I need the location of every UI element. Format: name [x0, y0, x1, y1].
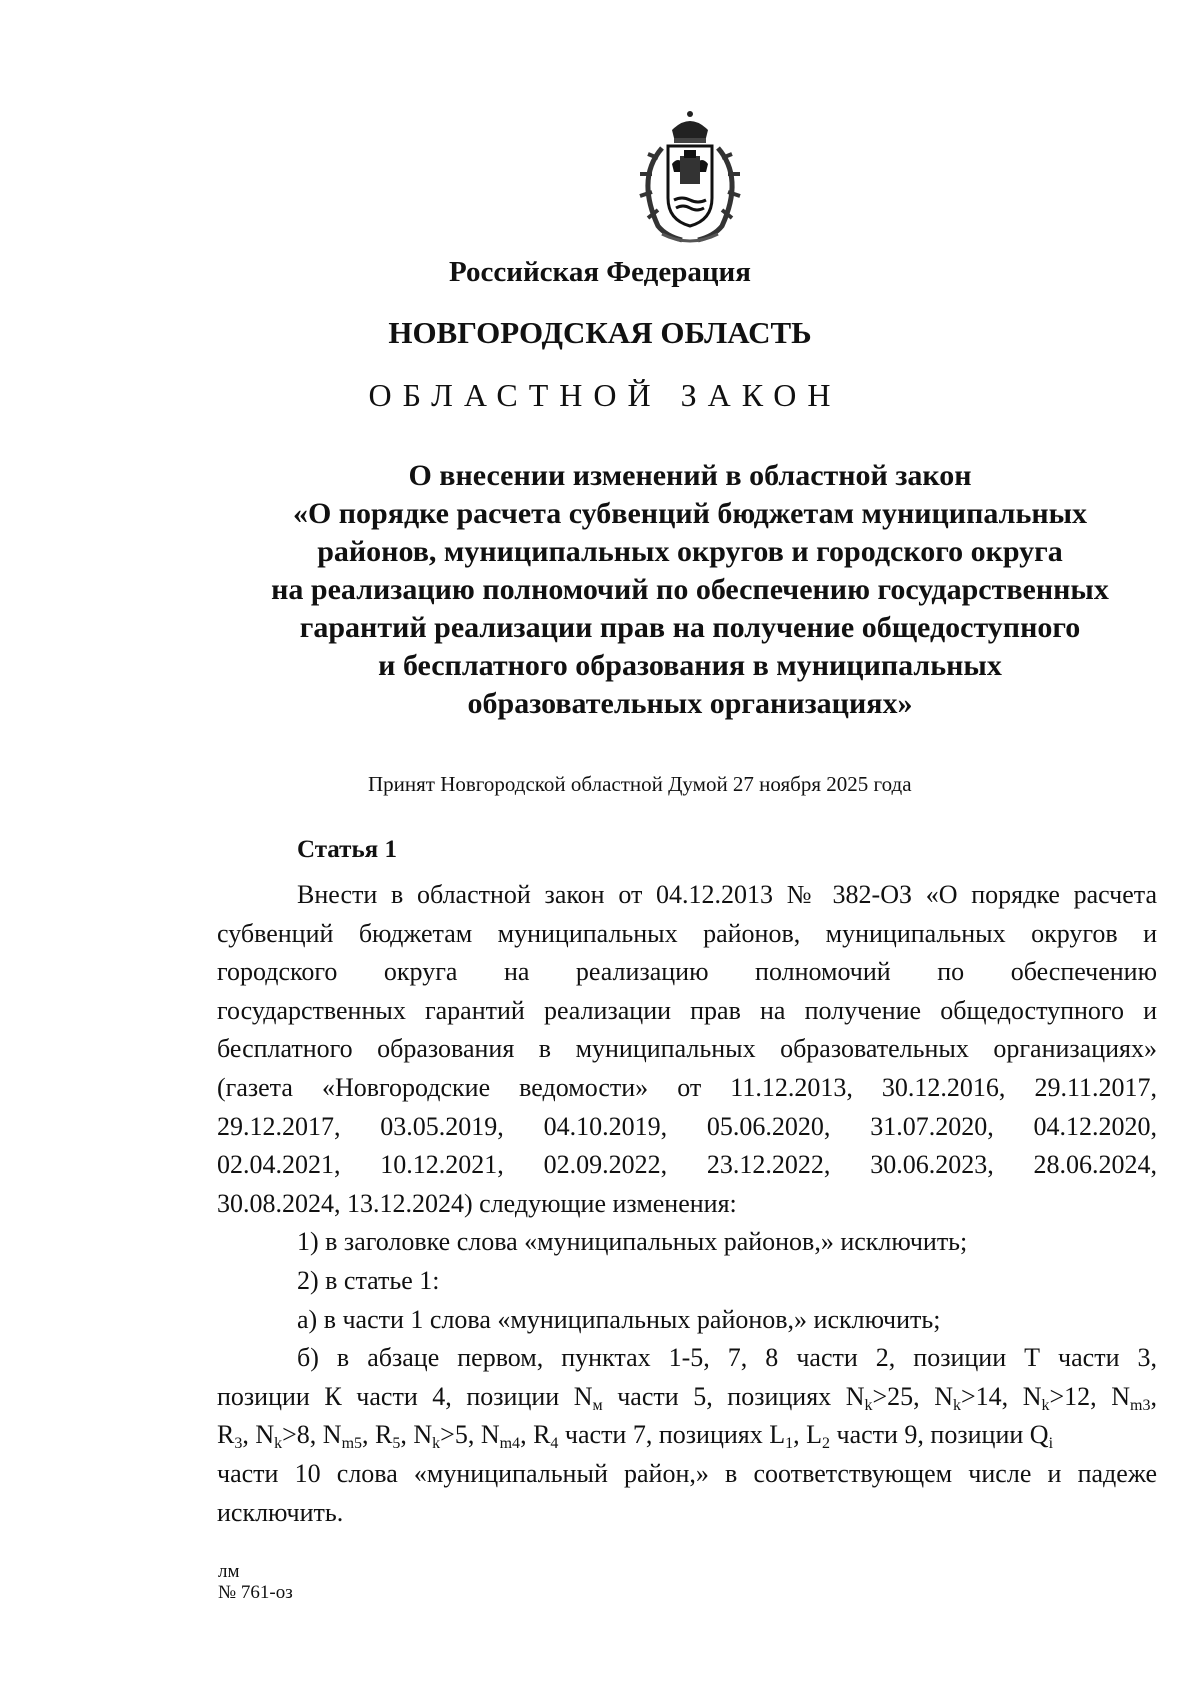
list-item: б) в абзаце первом, пунктах 1-5, 7, 8 части 2, позиции Т части 3,	[297, 1343, 1157, 1373]
body-line: бесплатного образования в муниципальных образовательных организациях»	[217, 1034, 1157, 1064]
body-line-with-subscripts	[217, 1416, 1157, 1455]
title-line: «О порядке расчета субвенций бюджетам муниципальных	[292, 497, 1088, 530]
subscript: 5	[392, 1435, 401, 1453]
article-heading: Статья 1	[297, 836, 397, 863]
subscript: k	[432, 1435, 441, 1453]
region-name: НОВГОРОДСКАЯ ОБЛАСТЬ	[388, 315, 812, 350]
text-run: >14, N	[961, 1381, 1042, 1411]
title-line: районов, муниципальных округов и городского округа	[317, 535, 1063, 568]
law-title	[150, 457, 1200, 723]
subscript: 1	[785, 1435, 794, 1453]
body-line: 02.04.2021, 10.12.2021, 02.09.2022, 23.12.2022, 30.06.2023, 28.06.2024,	[217, 1150, 1157, 1180]
text-run: части 7, позициях L	[558, 1420, 786, 1450]
text-run: , R	[520, 1420, 551, 1450]
text-run: части 5, позициях N	[602, 1381, 865, 1411]
text-run: R	[217, 1420, 235, 1450]
executor-initials: лм	[218, 1561, 240, 1582]
subscript: m4	[499, 1435, 521, 1453]
subscript: k	[953, 1396, 962, 1414]
body-line: государственных гарантий реализации прав на получение общедоступного и	[217, 995, 1157, 1025]
body-line: (газета «Новгородские ведомости» от 11.12.2013, 30.12.2016, 29.11.2017,	[217, 1072, 1157, 1102]
subscript: 2	[822, 1435, 830, 1453]
text-run: , L	[793, 1420, 822, 1450]
title-line: гарантий реализации прав на получение общедоступного	[299, 611, 1081, 644]
text-run: , N	[242, 1420, 275, 1450]
article-body	[217, 876, 1157, 1532]
country-name: Российская Федерация	[449, 256, 751, 288]
subscript: k	[1041, 1396, 1050, 1414]
text-run: позиции К части 4, позиции N	[217, 1381, 593, 1411]
body-line: 30.08.2024, 13.12.2024) следующие изменения:	[217, 1188, 737, 1218]
coat-of-arms-icon	[622, 108, 758, 248]
subscript: m5	[341, 1435, 363, 1453]
text-run: , R	[362, 1420, 393, 1450]
text-run: ,	[1150, 1381, 1157, 1411]
body-line: субвенций бюджетам муниципальных районов, муниципальных округов и	[217, 918, 1157, 948]
title-line: О внесении изменений в областной закон	[408, 459, 972, 492]
subscript: k	[864, 1396, 873, 1414]
body-line: городского округа на реализацию полномочий по обеспечению	[217, 957, 1157, 987]
law-number: № 761-оз	[218, 1582, 293, 1603]
text-run: >12, N	[1049, 1381, 1131, 1411]
text-run: части 9, позиции Q	[830, 1420, 1049, 1450]
subscript: i	[1048, 1435, 1054, 1453]
subscript: m3	[1130, 1396, 1151, 1414]
subscript: м	[592, 1396, 603, 1414]
title-line: на реализацию полномочий по обеспечению государственных	[271, 573, 1109, 606]
adoption-note: Принят Новгородской областной Думой 27 ноября 2025 года	[368, 772, 912, 796]
body-line: части 10 слова «муниципальный район,» в соответствующем числе и падеже	[217, 1458, 1157, 1488]
text-run: >25, N	[872, 1381, 954, 1411]
body-line: исключить.	[217, 1497, 344, 1527]
body-line: 29.12.2017, 03.05.2019, 04.10.2019, 05.06.2020, 31.07.2020, 04.12.2020,	[217, 1111, 1157, 1141]
title-line: и бесплатного образования в муниципальных	[378, 649, 1002, 682]
text-run: , N	[400, 1420, 433, 1450]
text-run: >5, N	[440, 1420, 500, 1450]
subscript: 4	[550, 1435, 559, 1453]
subscript: 3	[234, 1435, 243, 1453]
list-item: 1) в заголовке слова «муниципальных районов,» исключить;	[297, 1227, 968, 1257]
document-type: ОБЛАСТНОЙ ЗАКОН	[368, 377, 842, 413]
title-line: образовательных организациях»	[467, 687, 913, 720]
body-line: Внести в областной закон от 04.12.2013 № 382-ОЗ «О порядке расчета	[297, 880, 1157, 909]
list-item: а) в части 1 слова «муниципальных районов,» исключить;	[297, 1304, 941, 1334]
text-run: >8, N	[282, 1420, 342, 1450]
subscript: k	[274, 1435, 283, 1453]
body-line-with-subscripts	[217, 1378, 1157, 1417]
list-item: 2) в статье 1:	[297, 1265, 440, 1295]
